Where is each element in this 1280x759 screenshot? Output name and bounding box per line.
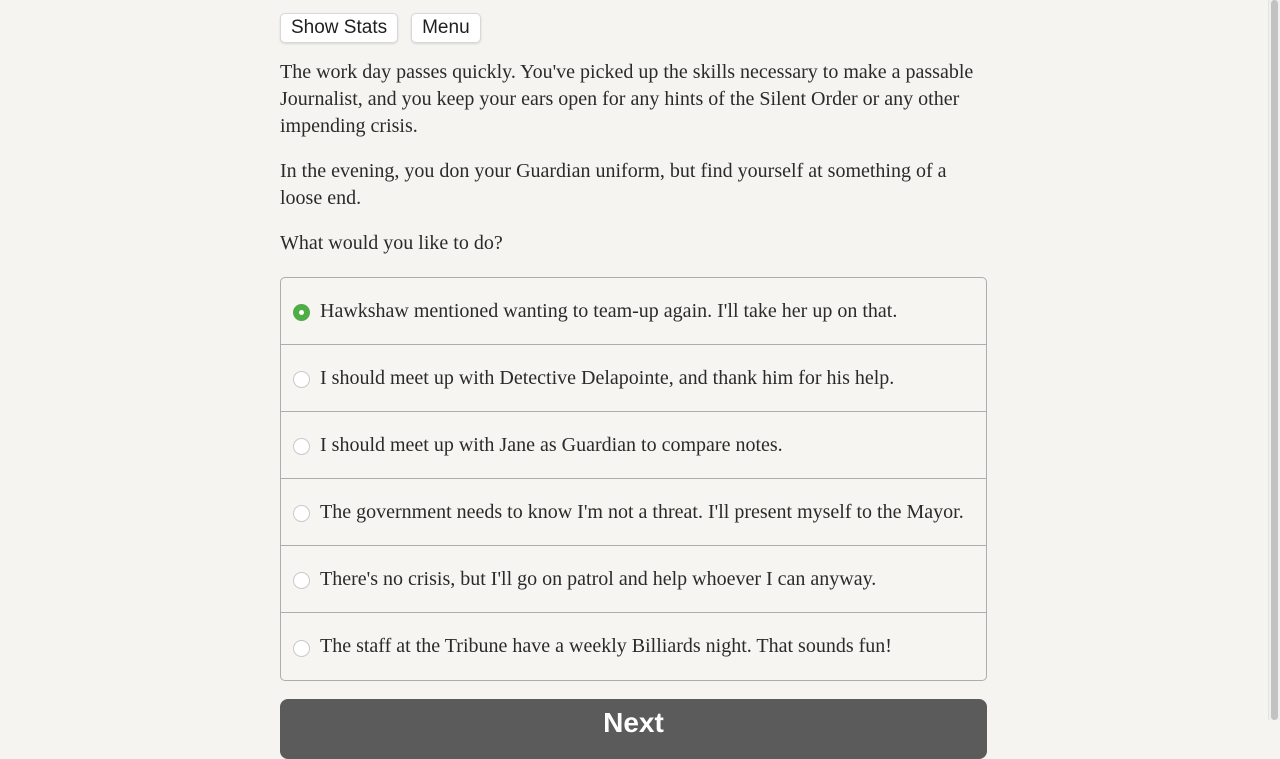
choice-prompt: What would you like to do? bbox=[280, 232, 503, 254]
choice-label: The government needs to know I'm not a threat. I'll present myself to the Mayor. bbox=[320, 500, 964, 523]
story-paragraph: In the evening, you don your Guardian uniform, but find yourself at something of a loose end. bbox=[280, 160, 947, 209]
choice-label: The staff at the Tribune have a weekly Billiards night. That sounds fun! bbox=[320, 635, 892, 657]
radio-button-selected[interactable] bbox=[293, 304, 310, 321]
vertical-scrollbar[interactable] bbox=[1268, 0, 1280, 720]
top-button-bar bbox=[280, 13, 481, 43]
radio-button[interactable] bbox=[293, 371, 310, 388]
story-paragraph: The work day passes quickly. You've picked up the skills necessary to make a passable Journalist, and you keep your ears open for any hints of the Silent Order or any other impending crisis. bbox=[280, 61, 974, 137]
choice-label: I should meet up with Detective Delapointe, and thank him for his help. bbox=[320, 366, 895, 389]
choice-option[interactable] bbox=[281, 546, 986, 613]
radio-button[interactable] bbox=[293, 438, 310, 455]
choice-option[interactable] bbox=[281, 278, 986, 345]
menu-button[interactable]: Menu bbox=[411, 13, 481, 43]
choice-option[interactable] bbox=[281, 613, 986, 680]
choice-option[interactable] bbox=[281, 412, 986, 479]
choice-list bbox=[280, 277, 987, 681]
radio-button[interactable] bbox=[293, 572, 310, 589]
scrollbar-thumb[interactable] bbox=[1271, 0, 1278, 720]
choice-option[interactable] bbox=[281, 479, 986, 546]
choice-label: There's no crisis, but I'll go on patrol and help whoever I can anyway. bbox=[320, 567, 877, 590]
radio-button[interactable] bbox=[293, 505, 310, 522]
choice-option[interactable] bbox=[281, 345, 986, 412]
story-text bbox=[280, 59, 987, 275]
choice-label: Hawkshaw mentioned wanting to team-up again. I'll take her up on that. bbox=[320, 299, 898, 322]
next-button[interactable]: Next bbox=[280, 699, 987, 759]
choice-label: I should meet up with Jane as Guardian to compare notes. bbox=[320, 433, 783, 456]
show-stats-button[interactable]: Show Stats bbox=[280, 13, 398, 43]
radio-button[interactable] bbox=[293, 640, 310, 657]
